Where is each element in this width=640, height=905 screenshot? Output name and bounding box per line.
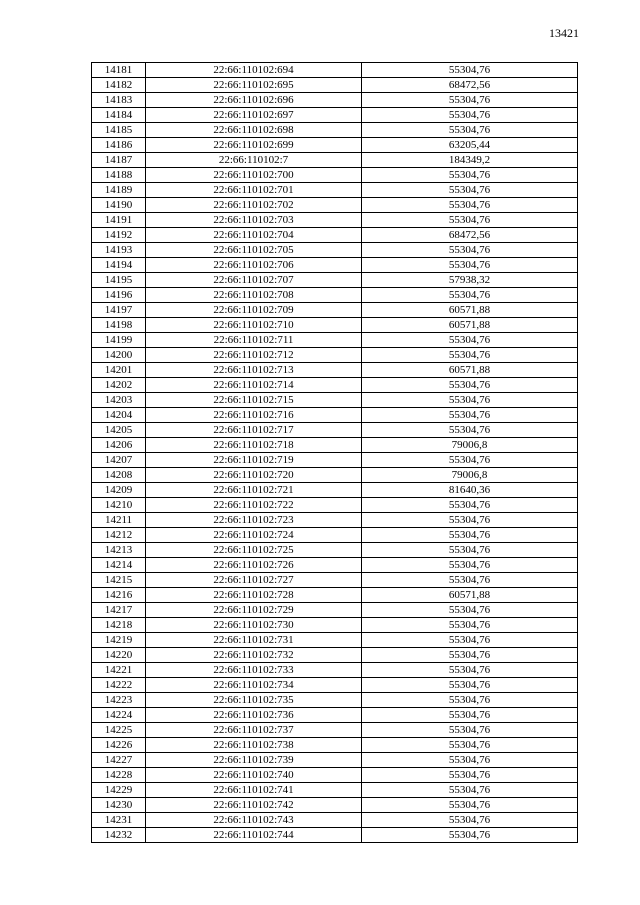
cadastral-number-cell: 22:66:110102:699 — [146, 138, 362, 153]
table-row — [92, 543, 578, 558]
table-row — [92, 168, 578, 183]
cadastral-number-cell: 22:66:110102:728 — [146, 588, 362, 603]
row-number-cell: 14208 — [92, 468, 146, 483]
table-row — [92, 63, 578, 78]
row-number-cell: 14184 — [92, 108, 146, 123]
cadastral-number-cell: 22:66:110102:735 — [146, 693, 362, 708]
row-number-cell: 14203 — [92, 393, 146, 408]
cadastral-number-cell: 22:66:110102:730 — [146, 618, 362, 633]
row-number-cell: 14193 — [92, 243, 146, 258]
cadastral-value-cell: 55304,76 — [362, 93, 578, 108]
cadastral-value-cell: 55304,76 — [362, 348, 578, 363]
table-row — [92, 588, 578, 603]
table-row — [92, 363, 578, 378]
cadastral-value-cell: 55304,76 — [362, 393, 578, 408]
table-row — [92, 138, 578, 153]
row-number-cell: 14228 — [92, 768, 146, 783]
cadastral-value-cell: 63205,44 — [362, 138, 578, 153]
cadastral-value-cell: 55304,76 — [362, 453, 578, 468]
table-row — [92, 663, 578, 678]
table-row — [92, 438, 578, 453]
row-number-cell: 14215 — [92, 573, 146, 588]
cadastral-number-cell: 22:66:110102:710 — [146, 318, 362, 333]
table-row — [92, 498, 578, 513]
cadastral-value-cell: 55304,76 — [362, 333, 578, 348]
table-row — [92, 738, 578, 753]
cadastral-value-cell: 55304,76 — [362, 213, 578, 228]
cadastral-number-cell: 22:66:110102:698 — [146, 123, 362, 138]
cadastral-value-cell: 55304,76 — [362, 663, 578, 678]
cadastral-number-cell: 22:66:110102:701 — [146, 183, 362, 198]
table-row — [92, 708, 578, 723]
table-row — [92, 783, 578, 798]
cadastral-value-cell: 55304,76 — [362, 258, 578, 273]
cadastral-number-cell: 22:66:110102:743 — [146, 813, 362, 828]
row-number-cell: 14231 — [92, 813, 146, 828]
cadastral-value-cell: 55304,76 — [362, 708, 578, 723]
table-row — [92, 678, 578, 693]
cadastral-value-cell: 55304,76 — [362, 513, 578, 528]
table-row — [92, 78, 578, 93]
cadastral-number-cell: 22:66:110102:709 — [146, 303, 362, 318]
cadastral-value-cell: 55304,76 — [362, 498, 578, 513]
cadastral-value-cell: 55304,76 — [362, 813, 578, 828]
cadastral-number-cell: 22:66:110102:712 — [146, 348, 362, 363]
cadastral-number-cell: 22:66:110102:697 — [146, 108, 362, 123]
table-row — [92, 768, 578, 783]
cadastral-value-cell: 55304,76 — [362, 378, 578, 393]
row-number-cell: 14211 — [92, 513, 146, 528]
row-number-cell: 14218 — [92, 618, 146, 633]
table-row — [92, 723, 578, 738]
cadastral-number-cell: 22:66:110102:705 — [146, 243, 362, 258]
cadastral-number-cell: 22:66:110102:707 — [146, 273, 362, 288]
row-number-cell: 14226 — [92, 738, 146, 753]
cadastral-number-cell: 22:66:110102:741 — [146, 783, 362, 798]
cadastral-value-cell: 55304,76 — [362, 798, 578, 813]
cadastral-value-cell: 55304,76 — [362, 63, 578, 78]
row-number-cell: 14224 — [92, 708, 146, 723]
row-number-cell: 14188 — [92, 168, 146, 183]
cadastral-number-cell: 22:66:110102:738 — [146, 738, 362, 753]
cadastral-value-cell: 55304,76 — [362, 783, 578, 798]
table-row — [92, 183, 578, 198]
table-row — [92, 753, 578, 768]
cadastral-value-cell: 55304,76 — [362, 183, 578, 198]
cadastral-number-cell: 22:66:110102:696 — [146, 93, 362, 108]
cadastral-value-cell: 184349,2 — [362, 153, 578, 168]
table-row — [92, 828, 578, 843]
cadastral-value-cell: 68472,56 — [362, 228, 578, 243]
row-number-cell: 14187 — [92, 153, 146, 168]
row-number-cell: 14222 — [92, 678, 146, 693]
table-row — [92, 153, 578, 168]
table-row — [92, 288, 578, 303]
cadastral-value-cell: 60571,88 — [362, 363, 578, 378]
row-number-cell: 14223 — [92, 693, 146, 708]
row-number-cell: 14227 — [92, 753, 146, 768]
row-number-cell: 14198 — [92, 318, 146, 333]
row-number-cell: 14195 — [92, 273, 146, 288]
cadastral-value-cell: 57938,32 — [362, 273, 578, 288]
table-row — [92, 333, 578, 348]
cadastral-number-cell: 22:66:110102:723 — [146, 513, 362, 528]
cadastral-number-cell: 22:66:110102:736 — [146, 708, 362, 723]
table-row — [92, 573, 578, 588]
table-row — [92, 318, 578, 333]
cadastral-value-cell: 55304,76 — [362, 738, 578, 753]
table-row — [92, 228, 578, 243]
cadastral-number-cell: 22:66:110102:704 — [146, 228, 362, 243]
table-row — [92, 693, 578, 708]
table-row — [92, 468, 578, 483]
cadastral-number-cell: 22:66:110102:7 — [146, 153, 362, 168]
row-number-cell: 14206 — [92, 438, 146, 453]
page-number: 13421 — [549, 26, 579, 40]
table-row — [92, 378, 578, 393]
row-number-cell: 14207 — [92, 453, 146, 468]
cadastral-value-cell: 60571,88 — [362, 318, 578, 333]
cadastral-value-cell: 55304,76 — [362, 618, 578, 633]
cadastral-value-cell: 79006,8 — [362, 438, 578, 453]
row-number-cell: 14221 — [92, 663, 146, 678]
cadastral-number-cell: 22:66:110102:722 — [146, 498, 362, 513]
row-number-cell: 14197 — [92, 303, 146, 318]
cadastral-number-cell: 22:66:110102:706 — [146, 258, 362, 273]
cadastral-number-cell: 22:66:110102:733 — [146, 663, 362, 678]
row-number-cell: 14219 — [92, 633, 146, 648]
row-number-cell: 14201 — [92, 363, 146, 378]
row-number-cell: 14200 — [92, 348, 146, 363]
cadastral-number-cell: 22:66:110102:720 — [146, 468, 362, 483]
cadastral-value-cell: 55304,76 — [362, 423, 578, 438]
row-number-cell: 14230 — [92, 798, 146, 813]
row-number-cell: 14214 — [92, 558, 146, 573]
cadastral-number-cell: 22:66:110102:700 — [146, 168, 362, 183]
cadastral-number-cell: 22:66:110102:695 — [146, 78, 362, 93]
row-number-cell: 14204 — [92, 408, 146, 423]
row-number-cell: 14189 — [92, 183, 146, 198]
row-number-cell: 14182 — [92, 78, 146, 93]
table-row — [92, 513, 578, 528]
table-row — [92, 423, 578, 438]
cadastral-number-cell: 22:66:110102:718 — [146, 438, 362, 453]
cadastral-number-cell: 22:66:110102:717 — [146, 423, 362, 438]
cadastral-number-cell: 22:66:110102:734 — [146, 678, 362, 693]
cadastral-value-cell: 55304,76 — [362, 633, 578, 648]
table-row — [92, 348, 578, 363]
cadastral-value-cell: 55304,76 — [362, 723, 578, 738]
row-number-cell: 14194 — [92, 258, 146, 273]
row-number-cell: 14196 — [92, 288, 146, 303]
cadastral-number-cell: 22:66:110102:721 — [146, 483, 362, 498]
cadastral-number-cell: 22:66:110102:740 — [146, 768, 362, 783]
row-number-cell: 14185 — [92, 123, 146, 138]
row-number-cell: 14205 — [92, 423, 146, 438]
table-row — [92, 198, 578, 213]
cadastral-value-cell: 55304,76 — [362, 528, 578, 543]
row-number-cell: 14191 — [92, 213, 146, 228]
cadastral-value-cell: 55304,76 — [362, 753, 578, 768]
row-number-cell: 14186 — [92, 138, 146, 153]
row-number-cell: 14210 — [92, 498, 146, 513]
cadastral-number-cell: 22:66:110102:744 — [146, 828, 362, 843]
table-row — [92, 243, 578, 258]
row-number-cell: 14232 — [92, 828, 146, 843]
cadastral-number-cell: 22:66:110102:708 — [146, 288, 362, 303]
cadastral-value-cell: 55304,76 — [362, 168, 578, 183]
table-row — [92, 408, 578, 423]
cadastral-value-cell: 55304,76 — [362, 108, 578, 123]
cadastral-value-cell: 55304,76 — [362, 198, 578, 213]
cadastral-number-cell: 22:66:110102:719 — [146, 453, 362, 468]
row-number-cell: 14212 — [92, 528, 146, 543]
table-body — [92, 63, 578, 843]
row-number-cell: 14192 — [92, 228, 146, 243]
table-row — [92, 633, 578, 648]
cadastral-number-cell: 22:66:110102:724 — [146, 528, 362, 543]
table-row — [92, 453, 578, 468]
row-number-cell: 14216 — [92, 588, 146, 603]
cadastral-value-cell: 55304,76 — [362, 678, 578, 693]
cadastral-number-cell: 22:66:110102:739 — [146, 753, 362, 768]
cadastral-value-cell: 55304,76 — [362, 243, 578, 258]
table-row — [92, 618, 578, 633]
row-number-cell: 14183 — [92, 93, 146, 108]
table-row — [92, 648, 578, 663]
table-row — [92, 303, 578, 318]
cadastral-number-cell: 22:66:110102:711 — [146, 333, 362, 348]
table-row — [92, 108, 578, 123]
table-row — [92, 813, 578, 828]
cadastral-value-cell: 55304,76 — [362, 543, 578, 558]
table-row — [92, 393, 578, 408]
cadastral-number-cell: 22:66:110102:727 — [146, 573, 362, 588]
cadastral-number-cell: 22:66:110102:694 — [146, 63, 362, 78]
table-row — [92, 603, 578, 618]
table-row — [92, 528, 578, 543]
cadastral-value-cell: 55304,76 — [362, 648, 578, 663]
row-number-cell: 14209 — [92, 483, 146, 498]
table-row — [92, 483, 578, 498]
table-row — [92, 798, 578, 813]
cadastral-number-cell: 22:66:110102:715 — [146, 393, 362, 408]
cadastral-value-cell: 79006,8 — [362, 468, 578, 483]
cadastral-value-cell: 55304,76 — [362, 573, 578, 588]
cadastral-value-cell: 55304,76 — [362, 768, 578, 783]
cadastral-number-cell: 22:66:110102:713 — [146, 363, 362, 378]
row-number-cell: 14229 — [92, 783, 146, 798]
cadastral-value-table — [91, 62, 578, 843]
row-number-cell: 14213 — [92, 543, 146, 558]
cadastral-value-cell: 68472,56 — [362, 78, 578, 93]
row-number-cell: 14225 — [92, 723, 146, 738]
cadastral-value-cell: 55304,76 — [362, 408, 578, 423]
cadastral-value-cell: 55304,76 — [362, 123, 578, 138]
cadastral-value-cell: 55304,76 — [362, 828, 578, 843]
cadastral-value-cell: 55304,76 — [362, 558, 578, 573]
cadastral-value-cell: 81640,36 — [362, 483, 578, 498]
row-number-cell: 14217 — [92, 603, 146, 618]
cadastral-value-cell: 55304,76 — [362, 288, 578, 303]
cadastral-number-cell: 22:66:110102:726 — [146, 558, 362, 573]
cadastral-number-cell: 22:66:110102:716 — [146, 408, 362, 423]
table-row — [92, 93, 578, 108]
cadastral-number-cell: 22:66:110102:703 — [146, 213, 362, 228]
table-row — [92, 558, 578, 573]
cadastral-number-cell: 22:66:110102:737 — [146, 723, 362, 738]
cadastral-number-cell: 22:66:110102:731 — [146, 633, 362, 648]
cadastral-value-cell: 55304,76 — [362, 603, 578, 618]
cadastral-value-cell: 55304,76 — [362, 693, 578, 708]
cadastral-value-cell: 60571,88 — [362, 303, 578, 318]
cadastral-number-cell: 22:66:110102:729 — [146, 603, 362, 618]
row-number-cell: 14220 — [92, 648, 146, 663]
row-number-cell: 14181 — [92, 63, 146, 78]
cadastral-number-cell: 22:66:110102:702 — [146, 198, 362, 213]
cadastral-number-cell: 22:66:110102:742 — [146, 798, 362, 813]
table-row — [92, 213, 578, 228]
cadastral-number-cell: 22:66:110102:725 — [146, 543, 362, 558]
cadastral-number-cell: 22:66:110102:732 — [146, 648, 362, 663]
cadastral-number-cell: 22:66:110102:714 — [146, 378, 362, 393]
table-row — [92, 258, 578, 273]
row-number-cell: 14199 — [92, 333, 146, 348]
row-number-cell: 14190 — [92, 198, 146, 213]
cadastral-value-cell: 60571,88 — [362, 588, 578, 603]
row-number-cell: 14202 — [92, 378, 146, 393]
table-row — [92, 273, 578, 288]
table-row — [92, 123, 578, 138]
